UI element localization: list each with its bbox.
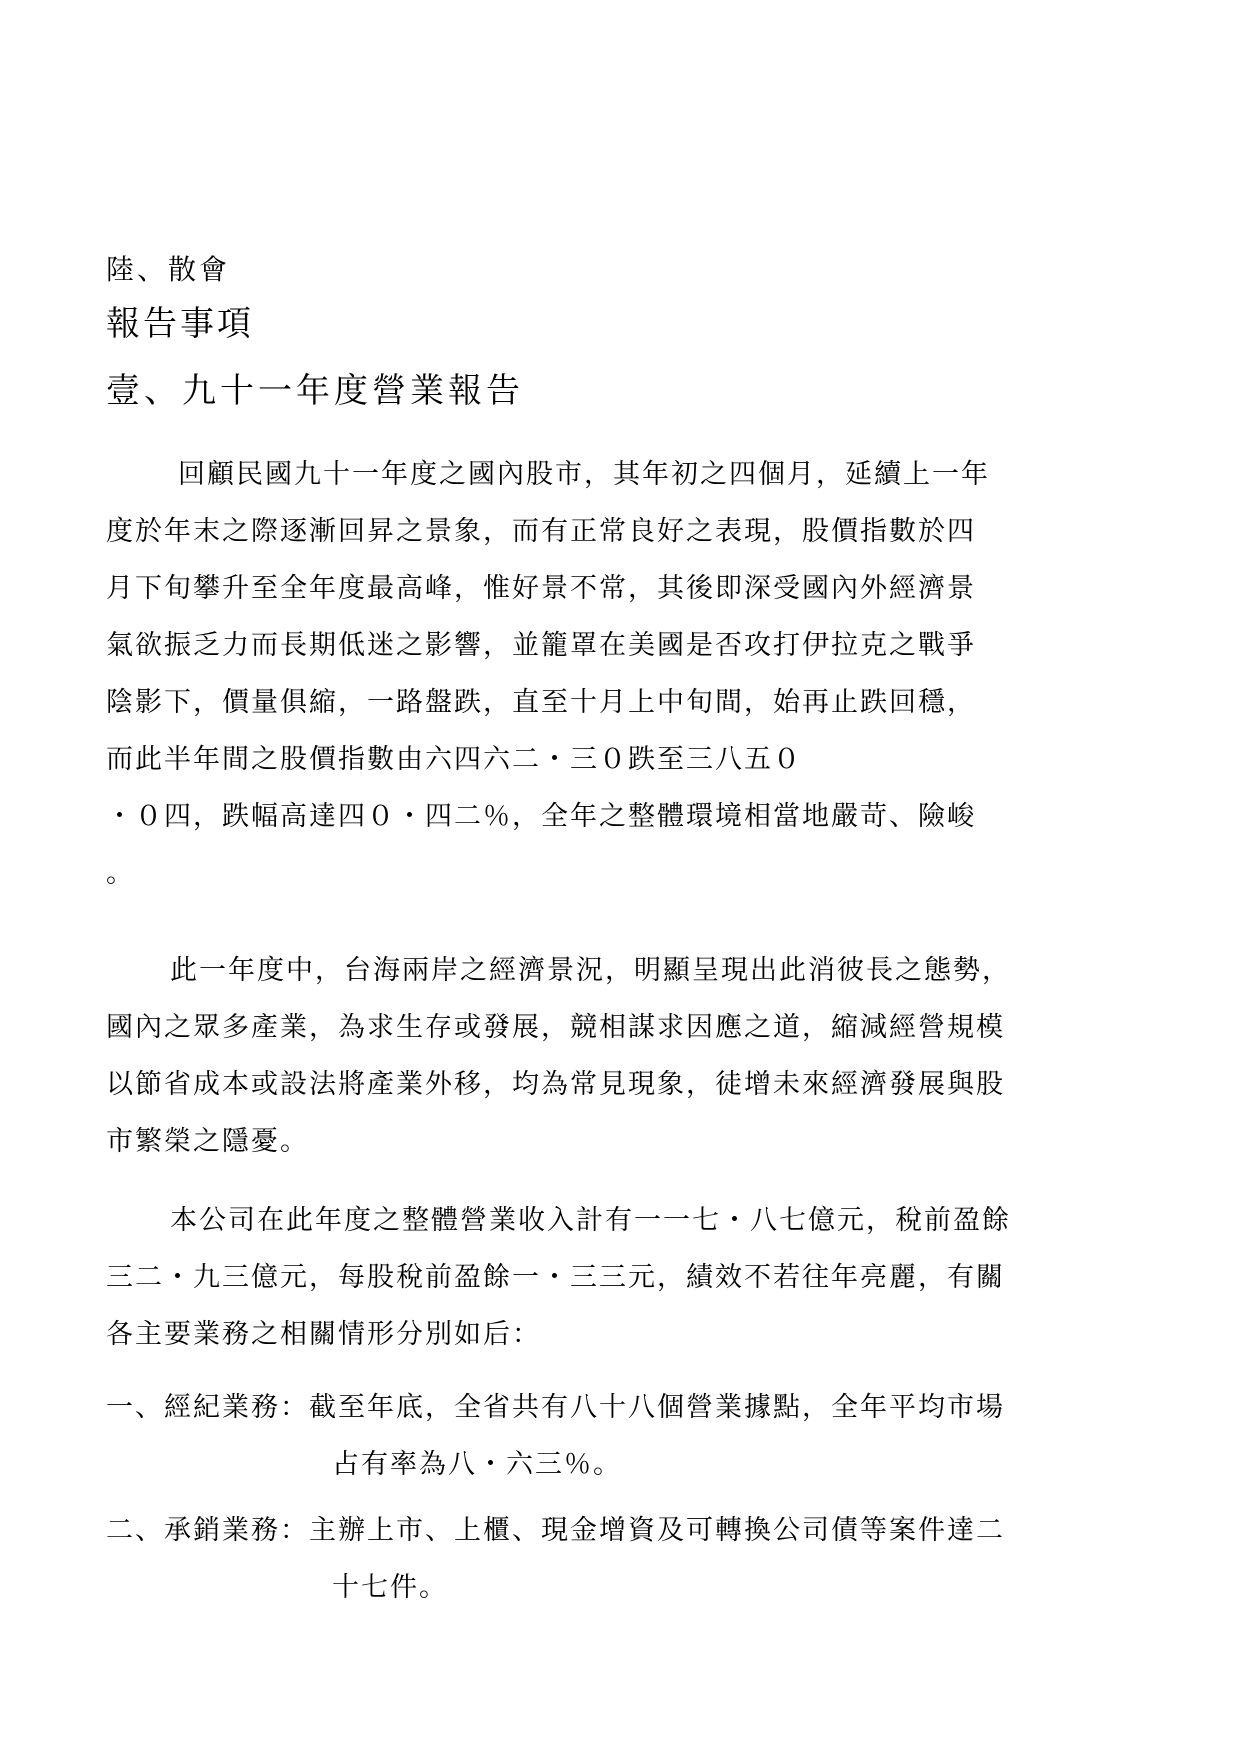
business-item-brokerage bbox=[106, 1385, 1005, 1480]
business-item-text: 主辦上市、上櫃、現金增資及可轉換公司債等案件達二 bbox=[309, 1515, 1005, 1546]
paragraph-line: 國內之眾多產業，為求生存或發展，競相謀求因應之道，縮減經營規模 bbox=[106, 1012, 1005, 1043]
paragraph-line: 以節省成本或設法將產業外移，均為常見現象，徒增未來經濟發展與股 bbox=[106, 1069, 1005, 1100]
business-item-underwriting bbox=[106, 1508, 1005, 1603]
paragraph-line: 此一年度中，台海兩岸之經濟景況，明顯呈現出此消彼長之態勢， bbox=[170, 955, 1011, 986]
business-item-label: 二、承銷業務： bbox=[106, 1515, 309, 1546]
paragraph-line: 月下旬攀升至全年度最高峰，惟好景不常，其後即深受國內外經濟景 bbox=[106, 573, 976, 604]
closing-heading: 陸、散會 bbox=[106, 253, 231, 286]
paragraph-line: 各主要業務之相關情形分別如后： bbox=[106, 1319, 541, 1350]
business-item-label: 一、經紀業務： bbox=[106, 1392, 309, 1423]
business-item-text-continued: 十七件。 bbox=[332, 1572, 448, 1603]
business-item-text-continued: 占有率為八・六三％。 bbox=[332, 1449, 622, 1480]
business-item-text: 截至年底，全省共有八十八個營業據點，全年平均市場 bbox=[309, 1392, 1005, 1423]
paragraph-line: 而此半年間之股價指數由六四六二・三０跌至三八五０ bbox=[106, 744, 802, 775]
section-title: 報告事項 bbox=[106, 304, 254, 344]
paragraph-line: 三二・九三億元，每股稅前盈餘一・三三元，績效不若往年亮麗，有關 bbox=[106, 1262, 1005, 1293]
paragraph-line: ・０四，跌幅高達四０・四二％，全年之整體環境相當地嚴苛、險峻 bbox=[106, 801, 976, 832]
paragraph-line: 本公司在此年度之整體營業收入計有一一七・八七億元，稅前盈餘 bbox=[170, 1205, 1011, 1236]
paragraph-line: 回顧民國九十一年度之國內股市，其年初之四個月，延續上一年 bbox=[178, 459, 990, 490]
paragraph-line: 度於年末之際逐漸回昇之景象，而有正常良好之表現，股價指數於四 bbox=[106, 516, 976, 547]
paragraph-line: 。 bbox=[106, 858, 135, 889]
report-title: 壹、九十一年度營業報告 bbox=[106, 371, 524, 411]
paragraph-line: 市繁榮之隱憂。 bbox=[106, 1126, 309, 1157]
paragraph-line: 氣欲振乏力而長期低迷之影響，並籠罩在美國是否攻打伊拉克之戰爭 bbox=[106, 630, 976, 661]
paragraph-line: 陰影下，價量俱縮，一路盤跌，直至十月上中旬間，始再止跌回穩， bbox=[106, 687, 976, 718]
